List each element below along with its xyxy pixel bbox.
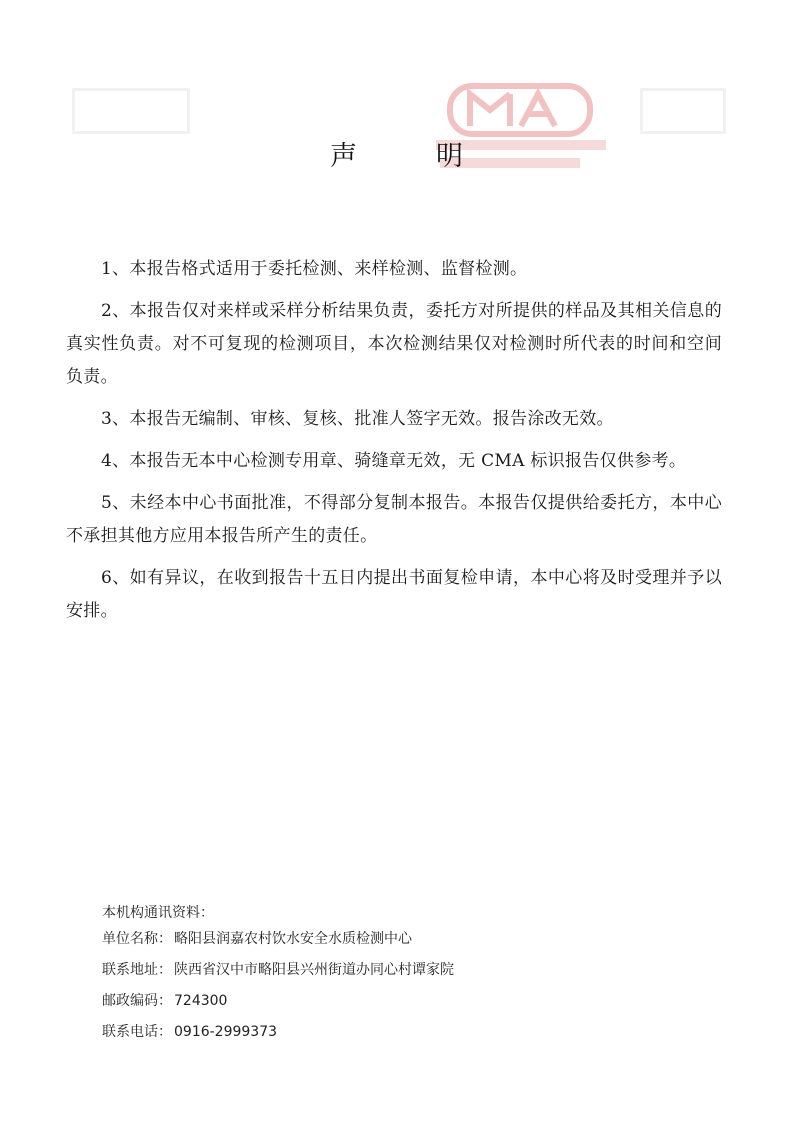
statement-list <box>66 253 722 637</box>
contact-row-org-name <box>102 924 454 955</box>
statement-item: 3、本报告无编制、审核、复核、批准人签字无效。报告涂改无效。 <box>101 409 614 429</box>
bleed-through-mark-right <box>640 88 726 134</box>
contact-value: 略阳县润嘉农村饮水安全水质检测中心 <box>174 931 412 947</box>
contact-label: 联系电话： <box>102 1024 172 1040</box>
contact-label: 单位名称： <box>102 931 172 947</box>
statement-item: 6、如有异议，在收到报告十五日内提出书面复检申请，本中心将及时受理并予以安排。 <box>66 568 722 621</box>
contact-info <box>102 902 454 1048</box>
contact-row-postcode <box>102 986 454 1017</box>
contact-value: 724300 <box>174 993 228 1009</box>
contact-label: 联系地址： <box>102 962 172 978</box>
bleed-through-mark-left <box>72 88 190 134</box>
statement-item: 5、未经本中心书面批准，不得部分复制本报告。本报告仅提供给委托方，本中心不承担其他方应用本报告所产生的责任。 <box>66 493 722 546</box>
contact-value: 0916-2999373 <box>174 1024 278 1040</box>
contact-value: 陕西省汉中市略阳县兴州街道办同心村谭家院 <box>174 962 454 978</box>
statement-item: 4、本报告无本中心检测专用章、骑缝章无效，无 CMA 标识报告仅供参考。 <box>101 451 687 471</box>
contact-row-phone <box>102 1017 454 1048</box>
contact-label: 邮政编码： <box>102 993 172 1009</box>
statement-item: 1、本报告格式适用于委托检测、来样检测、监督检测。 <box>101 259 528 279</box>
contact-row-address <box>102 955 454 986</box>
contact-heading: 本机构通讯资料： <box>102 905 214 921</box>
statement-item: 2、本报告仅对来样或采样分析结果负责，委托方对所提供的样品及其相关信息的真实性负责。对不可复现的检测项目，本次检测结果仅对检测时所代表的时间和空间负责。 <box>66 301 722 387</box>
page-title: 声 明 <box>330 141 489 172</box>
